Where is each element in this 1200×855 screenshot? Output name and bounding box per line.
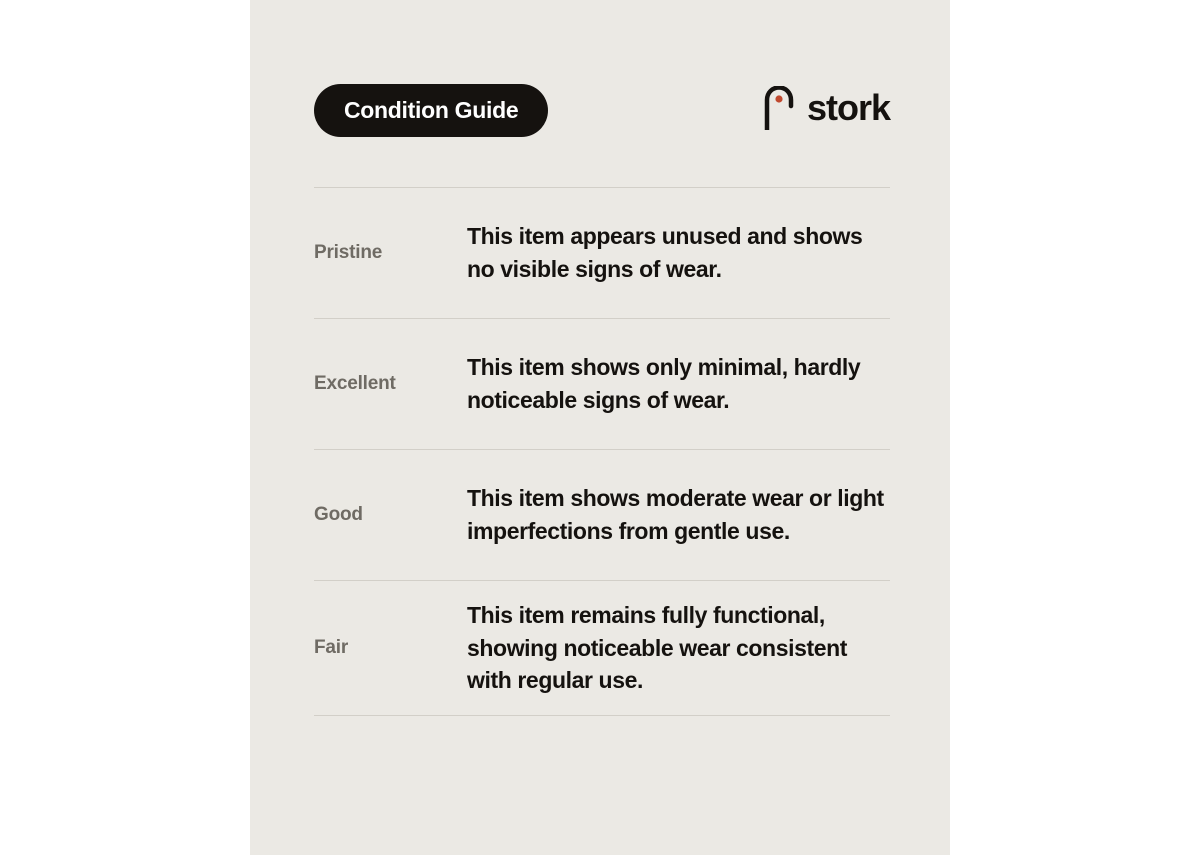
condition-label: Pristine [314,242,383,263]
brand-name: stork [806,87,890,128]
table-row [314,188,890,318]
divider [314,715,890,716]
condition-description: This item appears unused and shows no visible signs of wear. [467,223,863,282]
stork-logo-icon [763,86,795,130]
condition-guide-title-pill [314,84,548,137]
table-row [314,319,890,449]
condition-description: This item shows moderate wear or light imperfections from gentle use. [467,485,884,544]
condition-description: This item remains fully functional, showing noticeable wear consistent with regular use. [467,602,848,694]
condition-label: Good [314,504,363,525]
condition-label: Excellent [314,373,396,394]
condition-guide-card [250,0,950,855]
condition-table [314,187,890,716]
brand-lockup [763,86,890,130]
condition-label: Fair [314,636,349,658]
table-row [314,581,890,715]
condition-description: This item shows only minimal, hardly noticeable signs of wear. [467,354,861,413]
table-row [314,450,890,580]
card-header [314,84,890,138]
page-title: Condition Guide [344,97,519,123]
